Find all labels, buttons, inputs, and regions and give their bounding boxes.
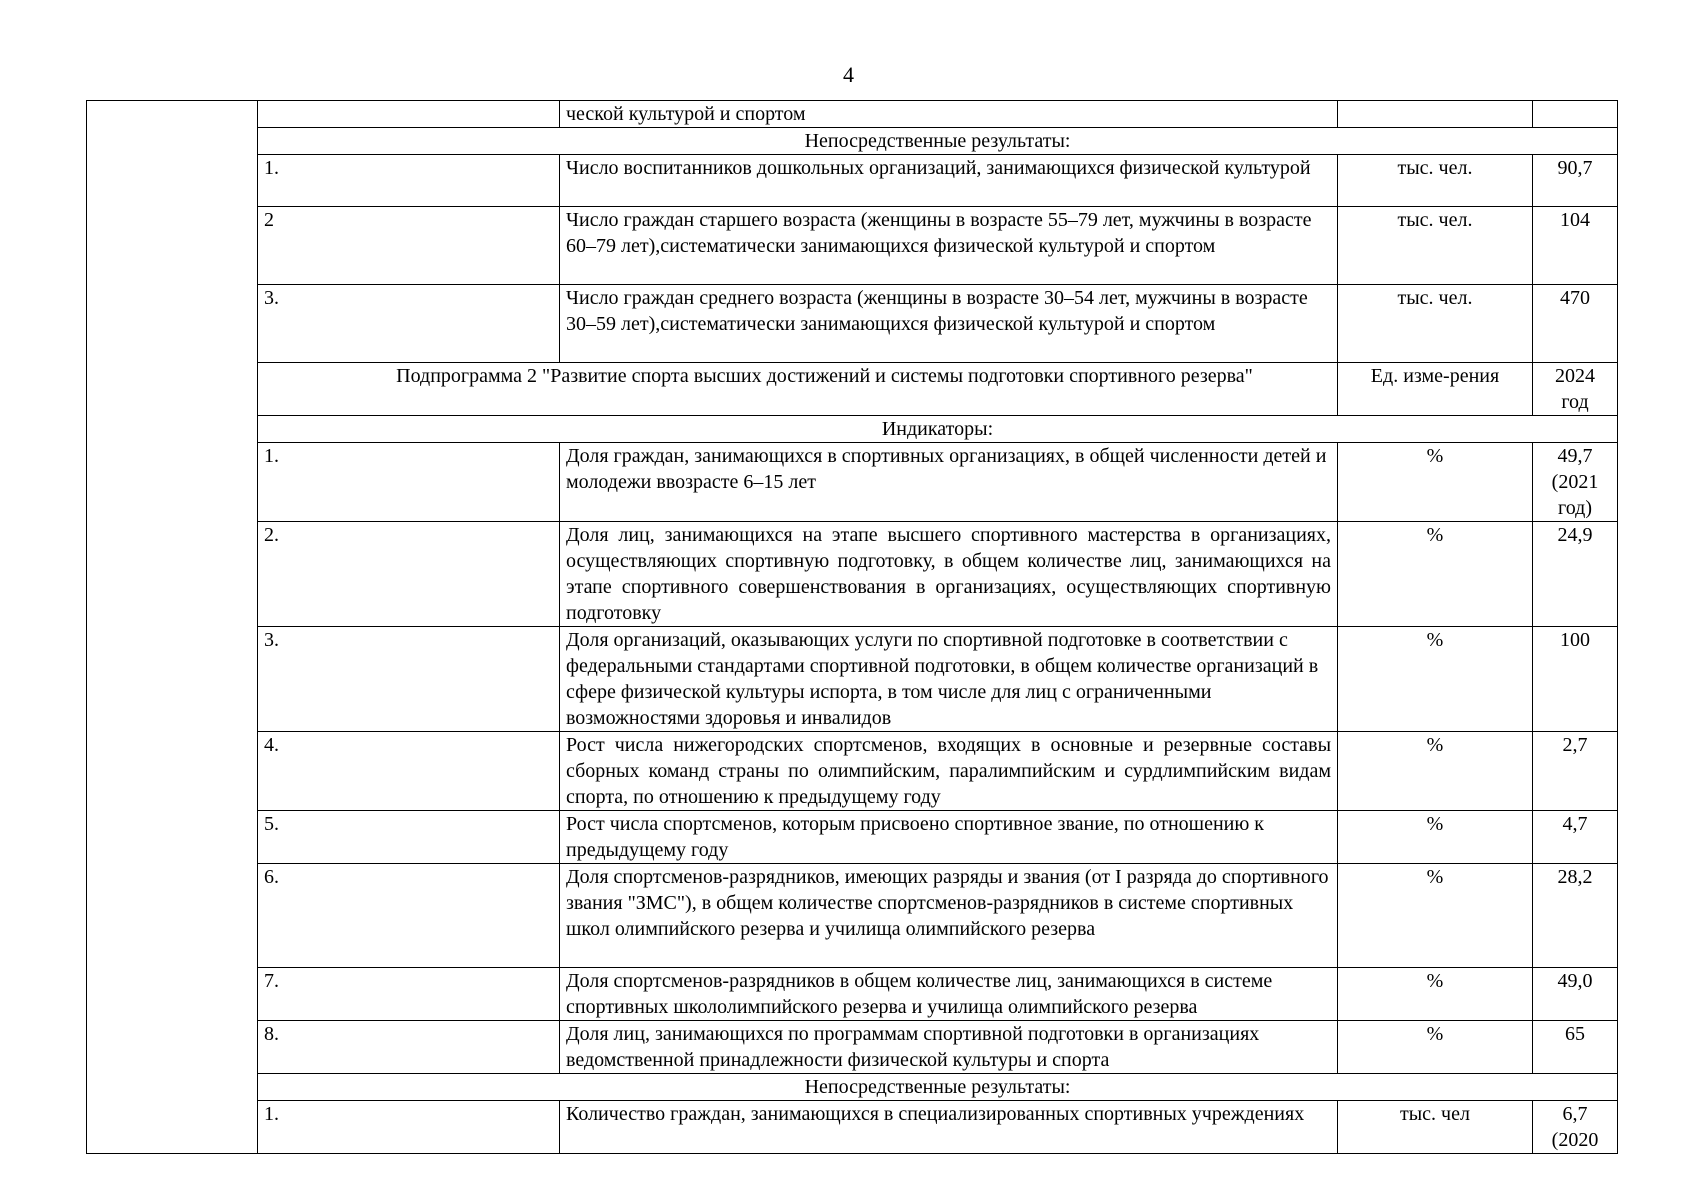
row-description: Доля лиц, занимающихся на этапе высшего спортивного мастерства в организациях, осуществляющих спортивную подготовку, в общем количестве лиц, занимающихся на этапе спортивного совершенствования в организациях, осуществляющих спортивную подготовку [560, 522, 1338, 627]
row-number: 4. [258, 732, 560, 811]
section-header-direct-results: Непосредственные результаты: [258, 1074, 1618, 1101]
row-unit: тыс. чел. [1338, 155, 1533, 207]
row-value: 2,7 [1533, 732, 1618, 811]
row-unit: % [1338, 732, 1533, 811]
row-unit: % [1338, 811, 1533, 864]
row-unit: тыс. чел. [1338, 207, 1533, 285]
table-cell [1338, 101, 1533, 128]
section-header-row [87, 416, 1618, 443]
table-row [87, 627, 1618, 732]
table-row [87, 1021, 1618, 1074]
table-row [87, 864, 1618, 968]
row-number: 1. [258, 155, 560, 207]
row-number: 6. [258, 864, 560, 968]
row-description: Доля спортсменов-разрядников в общем количестве лиц, занимающихся в системе спортивных школолимпийского резерва и училища олимпийского резерва [560, 968, 1338, 1021]
outer-left-column [87, 101, 258, 1154]
row-unit: % [1338, 1021, 1533, 1074]
row-number: 8. [258, 1021, 560, 1074]
table-row [87, 522, 1618, 627]
row-unit: тыс. чел. [1338, 285, 1533, 363]
row-number: 2 [258, 207, 560, 285]
row-description: Число воспитанников дошкольных организаций, занимающихся физической культурой [560, 155, 1338, 207]
row-unit: % [1338, 443, 1533, 522]
section-header-row [87, 1074, 1618, 1101]
row-value: 470 [1533, 285, 1618, 363]
row-value: 6,7 (2020 [1533, 1101, 1618, 1154]
row-unit: % [1338, 864, 1533, 968]
row-unit: % [1338, 522, 1533, 627]
table-row [87, 1101, 1618, 1154]
continuation-text: ческой культурой и спортом [560, 101, 1338, 128]
row-number: 2. [258, 522, 560, 627]
page-number: 4 [843, 62, 854, 87]
row-description: Число граждан среднего возраста (женщины в возрасте 30–54 лет, мужчины в возрасте 30–59 лет),систематически занимающихся физической культурой и спортом [560, 285, 1338, 363]
row-value: 90,7 [1533, 155, 1618, 207]
subprogram-title: Подпрограмма 2 "Развитие спорта высших достижений и системы подготовки спортивного резерва" [258, 363, 1338, 416]
row-value: 49,0 [1533, 968, 1618, 1021]
table-row [87, 101, 1618, 128]
year-column-header: 2024 год [1533, 363, 1618, 416]
row-unit: % [1338, 627, 1533, 732]
row-description: Доля лиц, занимающихся по программам спортивной подготовки в организациях ведомственной принадлежности физической культуры и спорта [560, 1021, 1338, 1074]
table-row [87, 732, 1618, 811]
row-description: Рост числа нижегородских спортсменов, входящих в основные и резервные составы сборных команд страны по олимпийским, паралимпийским и сурдлимпийским видам спорта, по отношению к предыдущему году [560, 732, 1338, 811]
section-header-direct-results: Непосредственные результаты: [258, 128, 1618, 155]
table-row [87, 155, 1618, 207]
row-number: 5. [258, 811, 560, 864]
table-row [87, 207, 1618, 285]
section-header-row [87, 128, 1618, 155]
table-row [87, 285, 1618, 363]
row-value: 100 [1533, 627, 1618, 732]
row-value: 4,7 [1533, 811, 1618, 864]
row-number: 1. [258, 1101, 560, 1154]
section-header-indicators: Индикаторы: [258, 416, 1618, 443]
row-number: 1. [258, 443, 560, 522]
row-description: Число граждан старшего возраста (женщины в возрасте 55–79 лет, мужчины в возрасте 60–79 лет),систематически занимающихся физической культурой и спортом [560, 207, 1338, 285]
row-description: Количество граждан, занимающихся в специализированных спортивных учреждениях [560, 1101, 1338, 1154]
row-number: 7. [258, 968, 560, 1021]
row-description: Рост числа спортсменов, которым присвоено спортивное звание, по отношению к предыдущему году [560, 811, 1338, 864]
table-cell [258, 101, 560, 128]
unit-column-header: Ед. изме-рения [1338, 363, 1533, 416]
row-number: 3. [258, 285, 560, 363]
table-cell [1533, 101, 1618, 128]
table-row [87, 968, 1618, 1021]
row-value: 28,2 [1533, 864, 1618, 968]
row-unit: % [1338, 968, 1533, 1021]
indicators-table [86, 100, 1618, 1154]
row-description: Доля спортсменов-разрядников, имеющих разряды и звания (от I разряда до спортивного звания "ЗМС"), в общем количестве спортсменов-разрядников в системе спортивных школ олимпийского резерва и училища олимпийского резерва [560, 864, 1338, 968]
row-description: Доля организаций, оказывающих услуги по спортивной подготовке в соответствии с федеральными стандартами спортивной подготовки, в общем количестве организаций в сфере физической культуры испорта, в том числе для лиц с ограниченными возможностями здоровья и инвалидов [560, 627, 1338, 732]
table-row [87, 443, 1618, 522]
row-value: 65 [1533, 1021, 1618, 1074]
row-value: 104 [1533, 207, 1618, 285]
row-value: 24,9 [1533, 522, 1618, 627]
row-value: 49,7 (2021 год) [1533, 443, 1618, 522]
row-description: Доля граждан, занимающихся в спортивных организациях, в общей численности детей и молодежи ввозрасте 6–15 лет [560, 443, 1338, 522]
table-row [87, 811, 1618, 864]
row-unit: тыс. чел [1338, 1101, 1533, 1154]
row-number: 3. [258, 627, 560, 732]
subprogram-header-row [87, 363, 1618, 416]
